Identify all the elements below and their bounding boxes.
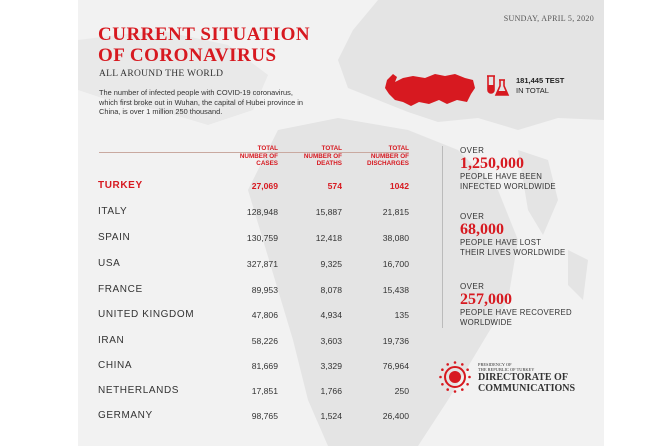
table-row-highlight bbox=[98, 180, 414, 204]
deaths-value: 574 bbox=[327, 181, 342, 191]
header-cases bbox=[218, 145, 278, 168]
discharges-value: 19,736 bbox=[382, 336, 409, 346]
page-subtitle: ALL AROUND THE WORLD bbox=[99, 69, 224, 79]
header-deaths bbox=[282, 145, 342, 168]
logo-small-line-2: THE REPUBLIC OF TURKEY bbox=[478, 367, 535, 372]
cases-value: 98,765 bbox=[251, 411, 278, 421]
country-name: GERMANY bbox=[98, 410, 153, 421]
table-row bbox=[98, 385, 414, 409]
country-name: NETHERLANDS bbox=[98, 385, 180, 396]
stats-divider bbox=[442, 146, 443, 328]
stat-over-label: OVER bbox=[460, 146, 485, 155]
country-name: ITALY bbox=[98, 206, 128, 217]
header-discharges bbox=[349, 145, 409, 168]
page-title bbox=[98, 24, 310, 66]
logo-big-line-2: COMMUNICATIONS bbox=[478, 383, 576, 394]
intro-text: The number of infected people with COVID-19 coronavirus, which first broke out in Wuhan, the capital of Hubei province in China, is over 1 million 250 thousand. bbox=[99, 88, 304, 116]
stat-desc-line-2: THEIR LIVES WORLDWIDE bbox=[460, 248, 566, 257]
presidential-emblem-icon bbox=[438, 360, 472, 394]
deaths-value: 9,325 bbox=[320, 259, 342, 269]
logo-big-line-1: DIRECTORATE OF bbox=[478, 372, 568, 383]
stat-desc-line-1: PEOPLE HAVE BEEN bbox=[460, 172, 543, 181]
turkey-map bbox=[383, 66, 478, 110]
discharges-value: 250 bbox=[394, 386, 409, 396]
stat-desc-line-1: PEOPLE HAVE LOST bbox=[460, 238, 542, 247]
table-row bbox=[98, 309, 414, 333]
discharges-value: 1042 bbox=[389, 181, 409, 191]
header-discharges-line-1: TOTAL bbox=[388, 145, 409, 152]
test-count-value: 181,445 TEST bbox=[516, 76, 565, 85]
deaths-value: 12,418 bbox=[315, 233, 342, 243]
header-deaths-line-3: DEATHS bbox=[316, 160, 342, 167]
country-name: USA bbox=[98, 258, 121, 269]
logo-small-line-1: PRESIDENCY OF bbox=[478, 362, 512, 367]
stat-recovered bbox=[460, 282, 572, 328]
table-row bbox=[98, 284, 414, 308]
test-count-label bbox=[516, 76, 564, 96]
country-name: IRAN bbox=[98, 335, 125, 346]
table-row bbox=[98, 258, 414, 282]
table-row bbox=[98, 360, 414, 384]
header-cases-line-1: TOTAL bbox=[257, 145, 278, 152]
country-name: UNITED KINGDOM bbox=[98, 309, 195, 320]
cases-value: 58,226 bbox=[251, 336, 278, 346]
discharges-value: 21,815 bbox=[382, 207, 409, 217]
cases-value: 89,953 bbox=[251, 285, 278, 295]
deaths-value: 4,934 bbox=[320, 310, 342, 320]
deaths-value: 3,603 bbox=[320, 336, 342, 346]
cases-value: 17,851 bbox=[251, 386, 278, 396]
logo-small-text bbox=[478, 362, 534, 372]
header-discharges-line-3: DISCHARGES bbox=[367, 160, 409, 167]
cases-value: 47,806 bbox=[251, 310, 278, 320]
deaths-value: 3,329 bbox=[320, 361, 342, 371]
table-row bbox=[98, 232, 414, 256]
cases-value: 27,069 bbox=[251, 181, 278, 191]
stat-value: 1,250,000 bbox=[460, 155, 524, 172]
country-name: FRANCE bbox=[98, 284, 143, 295]
cases-value: 130,759 bbox=[246, 233, 278, 243]
discharges-value: 16,700 bbox=[382, 259, 409, 269]
logo-big-text bbox=[478, 372, 575, 394]
header-deaths-line-1: TOTAL bbox=[321, 145, 342, 152]
stat-value: 257,000 bbox=[460, 291, 512, 308]
header-cases-line-3: CASES bbox=[256, 160, 278, 167]
country-name: TURKEY bbox=[98, 180, 143, 191]
stat-desc-line-2: WORLDWIDE bbox=[460, 318, 513, 327]
date-label: SUNDAY, APRIL 5, 2020 bbox=[503, 14, 594, 23]
deaths-value: 8,078 bbox=[320, 285, 342, 295]
discharges-value: 15,438 bbox=[382, 285, 409, 295]
header-discharges-line-2: NUMBER OF bbox=[370, 152, 409, 160]
title-line-1: CURRENT SITUATION bbox=[98, 24, 311, 45]
deaths-value: 15,887 bbox=[315, 207, 342, 217]
stat-over-label: OVER bbox=[460, 212, 485, 221]
stat-over-label: OVER bbox=[460, 282, 485, 291]
table-row bbox=[98, 410, 414, 434]
table-divider bbox=[99, 152, 409, 153]
cases-value: 327,871 bbox=[246, 259, 278, 269]
discharges-value: 38,080 bbox=[382, 233, 409, 243]
cases-value: 81,669 bbox=[251, 361, 278, 371]
discharges-value: 76,964 bbox=[382, 361, 409, 371]
country-name: SPAIN bbox=[98, 232, 131, 243]
country-name: CHINA bbox=[98, 360, 133, 371]
test-tube-icon bbox=[484, 74, 510, 98]
deaths-value: 1,524 bbox=[320, 411, 342, 421]
header-deaths-line-2: NUMBER OF bbox=[303, 152, 342, 160]
infographic-panel bbox=[78, 0, 604, 446]
stat-deaths bbox=[460, 212, 566, 258]
deaths-value: 1,766 bbox=[320, 386, 342, 396]
stat-value: 68,000 bbox=[460, 221, 504, 238]
table-row bbox=[98, 206, 414, 230]
test-count-suffix: IN TOTAL bbox=[516, 86, 549, 95]
cases-value: 128,948 bbox=[246, 207, 278, 217]
stat-desc-line-2: INFECTED WORLDWIDE bbox=[460, 182, 556, 191]
table-row bbox=[98, 335, 414, 359]
discharges-value: 135 bbox=[394, 310, 409, 320]
stat-infected bbox=[460, 146, 556, 192]
discharges-value: 26,400 bbox=[382, 411, 409, 421]
header-cases-line-2: NUMBER OF bbox=[239, 152, 278, 160]
title-line-2: OF CORONAVIRUS bbox=[98, 45, 277, 66]
stat-desc-line-1: PEOPLE HAVE RECOVERED bbox=[460, 308, 572, 317]
